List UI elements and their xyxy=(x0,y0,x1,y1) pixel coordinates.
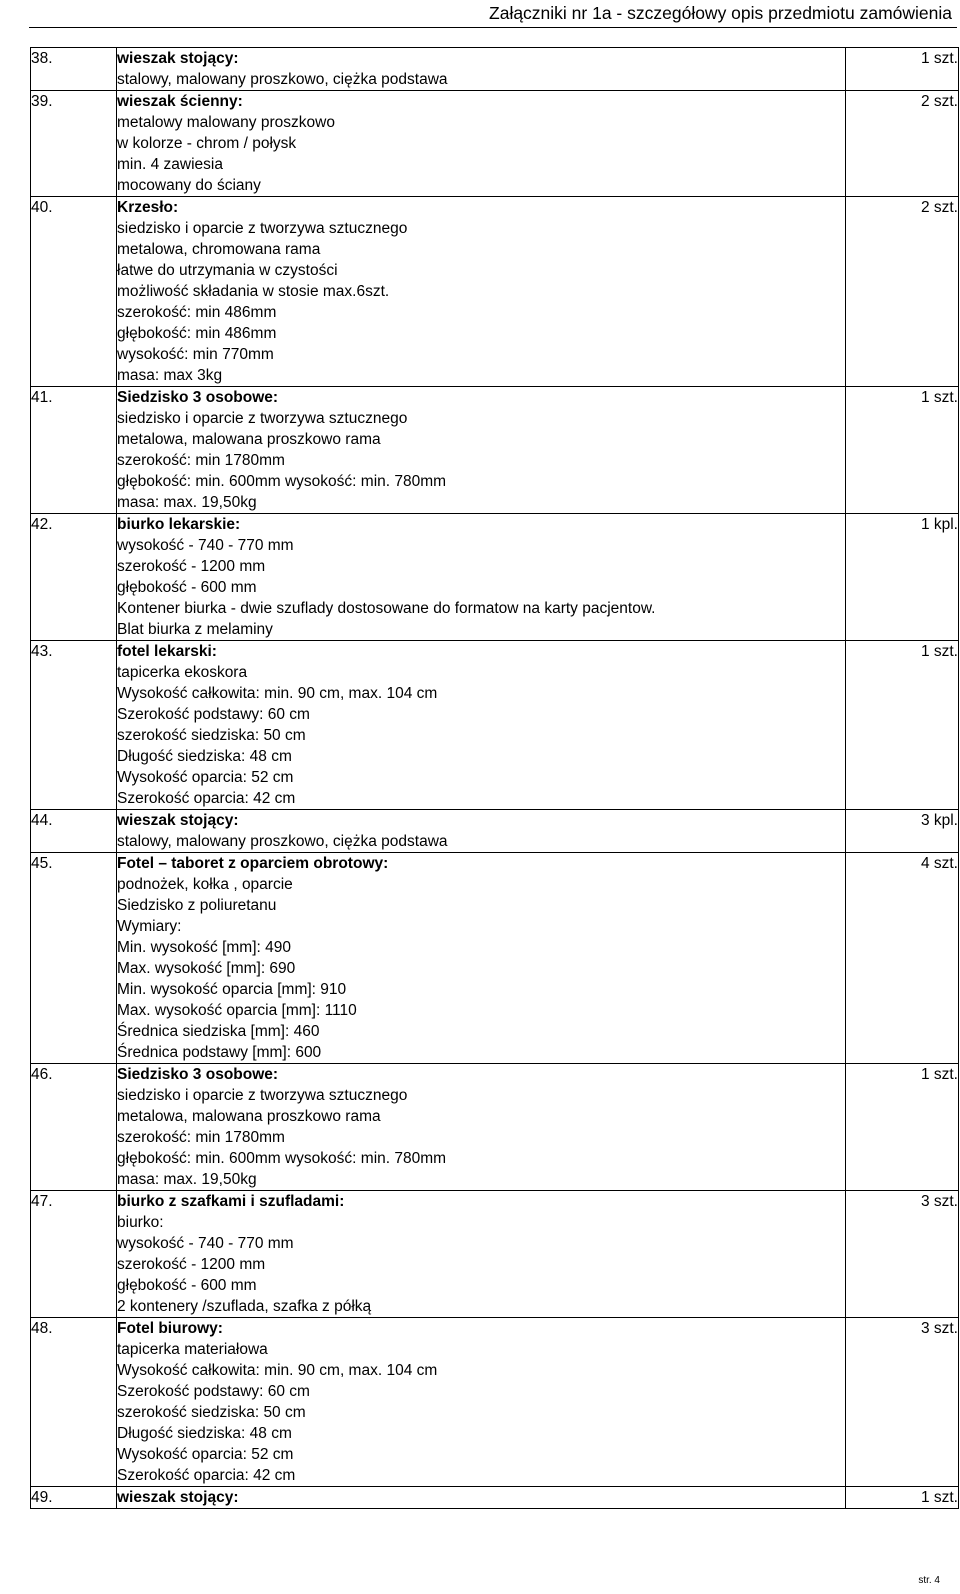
item-number: 46. xyxy=(31,1064,117,1191)
item-spec-line: głębokość - 600 mm xyxy=(117,579,257,596)
item-number: 45. xyxy=(31,853,117,1064)
table-row xyxy=(31,641,959,810)
item-spec-line: Szerokość oparcia: 42 cm xyxy=(117,1467,296,1484)
item-spec-line: stalowy, malowany proszkowo, ciężka podstawa xyxy=(117,833,448,850)
page-number: str. 4 xyxy=(918,1575,940,1586)
item-description xyxy=(117,1064,846,1191)
item-spec-line: 2 kontenery /szuflada, szafka z półką xyxy=(117,1298,372,1315)
item-spec-line: wysokość - 740 - 770 mm xyxy=(117,1235,294,1252)
item-spec-line: Max. wysokość [mm]: 690 xyxy=(117,960,296,977)
item-title: Fotel – taboret z oparciem obrotowy: xyxy=(117,855,389,872)
item-spec-line: Średnica siedziska [mm]: 460 xyxy=(117,1023,320,1040)
item-quantity: 1 kpl. xyxy=(846,514,959,641)
item-title: wieszak stojący: xyxy=(117,50,239,67)
item-spec-line: Szerokość podstawy: 60 cm xyxy=(117,1383,310,1400)
item-number: 43. xyxy=(31,641,117,810)
item-number: 42. xyxy=(31,514,117,641)
item-spec-line: głębokość - 600 mm xyxy=(117,1277,257,1294)
item-spec-line: szerokość: min 486mm xyxy=(117,304,277,321)
specification-table-body xyxy=(31,48,959,1509)
item-title: Siedzisko 3 osobowe: xyxy=(117,389,279,406)
specification-table xyxy=(30,47,959,1509)
item-quantity: 3 szt. xyxy=(846,1318,959,1487)
page-header-title: Załączniki nr 1a - szczegółowy opis przedmiotu zamówienia xyxy=(489,3,952,23)
item-quantity: 1 szt. xyxy=(846,1487,959,1509)
item-number: 40. xyxy=(31,197,117,387)
item-quantity: 3 szt. xyxy=(846,1191,959,1318)
table-row xyxy=(31,514,959,641)
item-number: 48. xyxy=(31,1318,117,1487)
item-description xyxy=(117,641,846,810)
item-spec-line: Wysokość oparcia: 52 cm xyxy=(117,769,294,786)
item-description xyxy=(117,197,846,387)
item-quantity: 1 szt. xyxy=(846,387,959,514)
item-quantity: 2 szt. xyxy=(846,91,959,197)
item-spec-line: wysokość: min 770mm xyxy=(117,346,274,363)
item-quantity: 2 szt. xyxy=(846,197,959,387)
table-row xyxy=(31,1487,959,1509)
item-spec-line: szerokość: min 1780mm xyxy=(117,1129,285,1146)
item-spec-line: Wymiary: xyxy=(117,918,182,935)
item-spec-line: głębokość: min. 600mm wysokość: min. 780mm xyxy=(117,473,447,490)
item-spec-line: masa: max 3kg xyxy=(117,367,223,384)
item-title: Fotel biurowy: xyxy=(117,1320,223,1337)
item-spec-line: tapicerka materiałowa xyxy=(117,1341,268,1358)
item-title: Siedzisko 3 osobowe: xyxy=(117,1066,279,1083)
item-spec-line: wysokość - 740 - 770 mm xyxy=(117,537,294,554)
item-spec-line: metalowy malowany proszkowo xyxy=(117,114,335,131)
table-row xyxy=(31,1191,959,1318)
item-title: Krzesło: xyxy=(117,199,179,216)
item-description xyxy=(117,48,846,91)
item-spec-line: szerokość siedziska: 50 cm xyxy=(117,1404,306,1421)
item-spec-line: podnożek, kołka , oparcie xyxy=(117,876,293,893)
item-title: biurko z szafkami i szufladami: xyxy=(117,1193,345,1210)
item-title: wieszak stojący: xyxy=(117,1489,239,1506)
item-spec-line: Blat biurka z melaminy xyxy=(117,621,273,638)
item-description xyxy=(117,387,846,514)
item-spec-line: min. 4 zawiesia xyxy=(117,156,223,173)
table-row xyxy=(31,853,959,1064)
item-description xyxy=(117,853,846,1064)
item-spec-line: szerokość siedziska: 50 cm xyxy=(117,727,306,744)
item-quantity: 3 kpl. xyxy=(846,810,959,853)
item-spec-line: głębokość: min. 600mm wysokość: min. 780mm xyxy=(117,1150,447,1167)
item-spec-line: masa: max. 19,50kg xyxy=(117,1171,257,1188)
item-title: biurko lekarskie: xyxy=(117,516,241,533)
item-spec-line: Min. wysokość [mm]: 490 xyxy=(117,939,291,956)
item-description xyxy=(117,514,846,641)
table-row xyxy=(31,1064,959,1191)
item-number: 44. xyxy=(31,810,117,853)
item-number: 39. xyxy=(31,91,117,197)
item-spec-line: siedzisko i oparcie z tworzywa sztucznego xyxy=(117,220,408,237)
item-quantity: 1 szt. xyxy=(846,1064,959,1191)
item-number: 38. xyxy=(31,48,117,91)
table-row xyxy=(31,197,959,387)
item-spec-line: możliwość składania w stosie max.6szt. xyxy=(117,283,390,300)
item-spec-line: Długość siedziska: 48 cm xyxy=(117,748,292,765)
item-spec-line: Min. wysokość oparcia [mm]: 910 xyxy=(117,981,347,998)
item-spec-line: metalowa, malowana proszkowo rama xyxy=(117,1108,381,1125)
item-spec-line: biurko: xyxy=(117,1214,164,1231)
item-title: fotel lekarski: xyxy=(117,643,217,660)
item-spec-line: Wysokość całkowita: min. 90 cm, max. 104 cm xyxy=(117,685,438,702)
item-number: 49. xyxy=(31,1487,117,1509)
table-row xyxy=(31,91,959,197)
item-spec-line: stalowy, malowany proszkowo, ciężka podstawa xyxy=(117,71,448,88)
item-spec-line: tapicerka ekoskora xyxy=(117,664,248,681)
item-spec-line: Szerokość podstawy: 60 cm xyxy=(117,706,310,723)
item-spec-line: siedzisko i oparcie z tworzywa sztucznego xyxy=(117,410,408,427)
item-spec-line: Kontener biurka - dwie szuflady dostosowane do formatow na karty pacjentow. xyxy=(117,600,656,617)
item-number: 41. xyxy=(31,387,117,514)
item-spec-line: łatwe do utrzymania w czystości xyxy=(117,262,338,279)
item-spec-line: Szerokość oparcia: 42 cm xyxy=(117,790,296,807)
item-spec-line: Max. wysokość oparcia [mm]: 1110 xyxy=(117,1002,357,1019)
item-spec-line: szerokość - 1200 mm xyxy=(117,558,266,575)
item-description xyxy=(117,1191,846,1318)
item-spec-line: Długość siedziska: 48 cm xyxy=(117,1425,292,1442)
item-spec-line: Wysokość oparcia: 52 cm xyxy=(117,1446,294,1463)
item-description xyxy=(117,1487,846,1509)
item-title: wieszak stojący: xyxy=(117,812,239,829)
header-divider xyxy=(29,27,957,28)
item-quantity: 1 szt. xyxy=(846,641,959,810)
item-title: wieszak ścienny: xyxy=(117,93,243,110)
item-spec-line: Średnica podstawy [mm]: 600 xyxy=(117,1044,322,1061)
item-spec-line: metalowa, malowana proszkowo rama xyxy=(117,431,381,448)
table-row xyxy=(31,810,959,853)
item-spec-line: masa: max. 19,50kg xyxy=(117,494,257,511)
item-description xyxy=(117,1318,846,1487)
item-quantity: 4 szt. xyxy=(846,853,959,1064)
table-row xyxy=(31,1318,959,1487)
table-row xyxy=(31,48,959,91)
item-spec-line: głębokość: min 486mm xyxy=(117,325,277,342)
item-spec-line: Siedzisko z poliuretanu xyxy=(117,897,277,914)
table-row xyxy=(31,387,959,514)
item-spec-line: Wysokość całkowita: min. 90 cm, max. 104 cm xyxy=(117,1362,438,1379)
item-description xyxy=(117,810,846,853)
item-spec-line: siedzisko i oparcie z tworzywa sztucznego xyxy=(117,1087,408,1104)
item-spec-line: szerokość - 1200 mm xyxy=(117,1256,266,1273)
item-spec-line: szerokość: min 1780mm xyxy=(117,452,285,469)
item-spec-line: metalowa, chromowana rama xyxy=(117,241,321,258)
item-description xyxy=(117,91,846,197)
item-number: 47. xyxy=(31,1191,117,1318)
item-spec-line: w kolorze - chrom / połysk xyxy=(117,135,297,152)
item-quantity: 1 szt. xyxy=(846,48,959,91)
item-spec-line: mocowany do ściany xyxy=(117,177,261,194)
